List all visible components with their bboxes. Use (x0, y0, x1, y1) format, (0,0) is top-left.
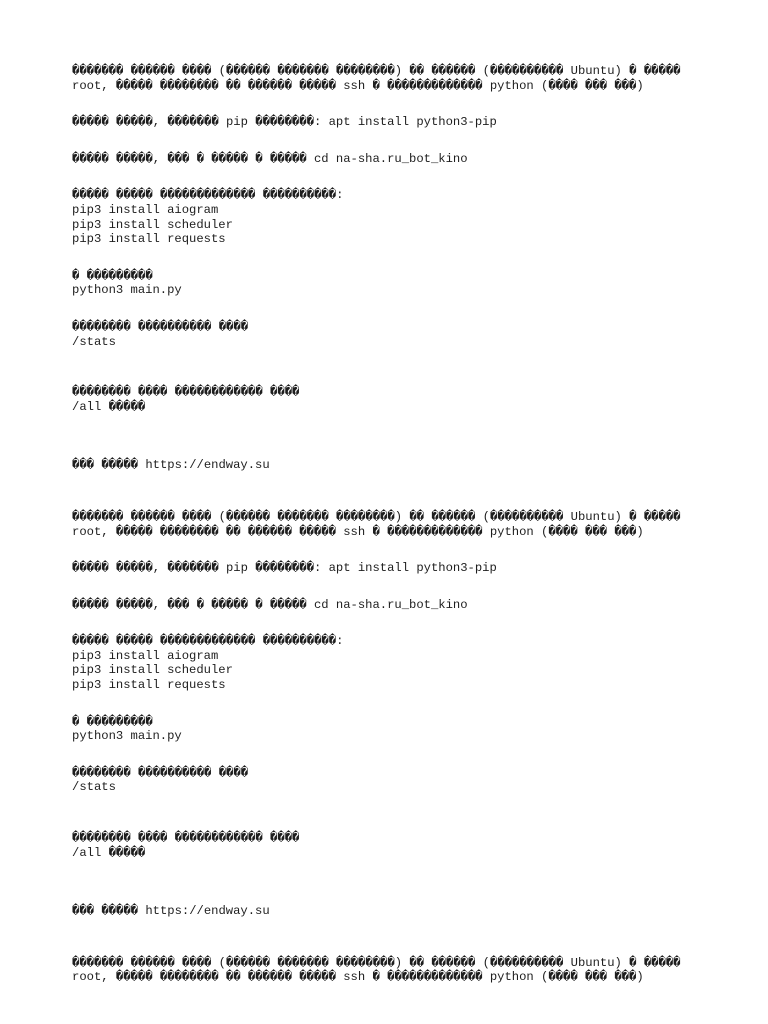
lib-command: pip3 install scheduler (72, 217, 233, 232)
intro-paragraph: ������� ������ ���� (������ ������� ��������) �� ������ (���������� Ubuntu) � ����� root, ����� �������� �� ������ ����� ssh � ������������� python (���� ��� ���) (72, 509, 688, 539)
stats-heading: �������� ���������� ���� (72, 765, 249, 780)
lib-command: pip3 install requests (72, 232, 226, 247)
all-command: /all ����� (72, 399, 146, 414)
instruction-block (72, 510, 692, 919)
intro-paragraph: ������� ������ ���� (������ ������� ��������) �� ������ (���������� Ubuntu) � ����� root, ����� �������� �� ������ ����� ssh � ������������� python (���� ��� ���) (72, 64, 688, 93)
stats-command: /stats (72, 334, 116, 349)
pip-install-line: ����� �����, ������� pip ��������: apt install python3-pip (72, 561, 497, 576)
lib-command: pip3 install aiogram (72, 202, 219, 217)
intro-paragraph: ������� ������ ���� (������ ������� ��������) �� ������ (���������� Ubuntu) � ����� root, ����� �������� �� ������ ����� ssh � ������������� python (���� ��� ���) (72, 955, 688, 985)
run-heading: � ��������� (72, 714, 153, 729)
document-page (72, 64, 692, 985)
all-heading: �������� ���� ������������ ���� (72, 831, 300, 846)
all-command: /all ����� (72, 845, 146, 860)
lib-command: pip3 install requests (72, 678, 226, 693)
footer-line: ��� ����� https://endway.su (72, 904, 270, 919)
run-command: python3 main.py (72, 729, 182, 744)
cd-line: ����� �����, ��� � ����� � ����� cd na-sha.ru_bot_kino (72, 597, 468, 612)
all-heading: �������� ���� ������������ ���� (72, 385, 300, 400)
run-heading: � ��������� (72, 268, 153, 283)
lib-command: pip3 install scheduler (72, 663, 233, 678)
stats-command: /stats (72, 780, 116, 795)
libs-heading: ����� ����� ������������� ����������: (72, 634, 344, 649)
cd-line: ����� �����, ��� � ����� � ����� cd na-sha.ru_bot_kino (72, 151, 468, 166)
lib-command: pip3 install aiogram (72, 648, 219, 663)
stats-heading: �������� ���������� ���� (72, 319, 249, 334)
pip-install-line: ����� �����, ������� pip ��������: apt install python3-pip (72, 115, 497, 130)
run-command: python3 main.py (72, 283, 182, 298)
footer-line: ��� ����� https://endway.su (72, 458, 270, 473)
instruction-block (72, 956, 692, 985)
libs-heading: ����� ����� ������������� ����������: (72, 188, 344, 203)
instruction-block (72, 64, 692, 473)
